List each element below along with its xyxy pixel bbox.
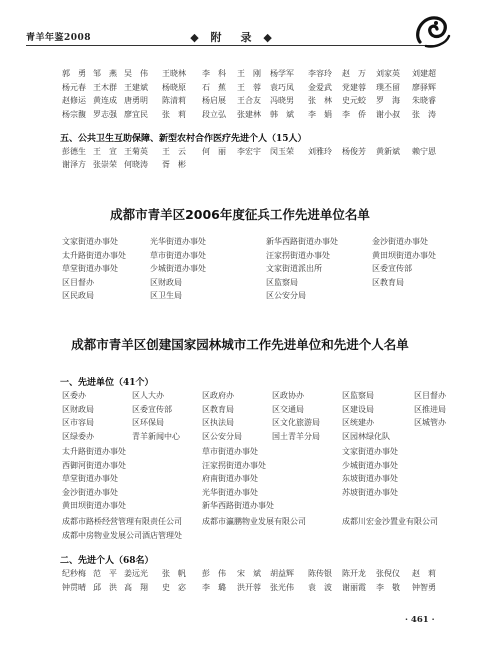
person-name: 杨俊芳 — [342, 147, 366, 156]
yearbook-logo-icon — [412, 12, 452, 50]
unit-name: 区市容局 — [62, 418, 94, 427]
person-name: 王木群 — [93, 82, 117, 92]
person-name: 璞丕留 — [376, 82, 400, 92]
unit-name: 区推进局 — [414, 404, 446, 414]
person-name: 廖驿辉 — [412, 82, 436, 92]
person-name: 刘建超 — [412, 69, 436, 78]
unit-name: 金沙街道办事处 — [372, 237, 428, 246]
unit-name: 区委宣传部 — [132, 404, 172, 414]
unit-name: 区教育局 — [202, 404, 234, 414]
person-name: 张建林 — [237, 109, 261, 119]
person-name: 王 云 — [162, 147, 186, 156]
person-name: 石 蕉 — [202, 82, 226, 92]
unit-name: 区公安分局 — [202, 431, 242, 441]
unit-name: 国土青羊分局 — [272, 431, 320, 441]
person-name: 张 帆 — [162, 569, 186, 578]
unit-name: 草市街道办事处 — [202, 447, 258, 456]
book-title: 青羊年鉴2008 — [26, 33, 92, 43]
unit-name: 东坡街道办事处 — [342, 474, 398, 483]
person-name: 杨宗馥 — [62, 109, 86, 119]
unit-name: 成都中房物业发展公司酒店管理处 — [62, 530, 182, 540]
unit-name: 文家街道办事处 — [62, 237, 118, 246]
person-name: 史元蛟 — [342, 96, 366, 105]
unit-name: 区文化旅游局 — [272, 418, 320, 427]
person-name: 王 刚 — [237, 69, 261, 78]
person-name: 姜远光 — [124, 569, 148, 578]
person-name: 史 宓 — [162, 582, 186, 592]
individuals-heading: 二、先进个人（68名） — [60, 556, 154, 566]
unit-name: 少城街道办事处 — [150, 264, 206, 273]
unit-name: 金沙街道办事处 — [62, 487, 118, 497]
person-name: 党建蓉 — [342, 82, 366, 92]
unit-name: 成都市路桥经营管理有限责任公司 — [62, 517, 182, 526]
unit-name: 府南街道办事处 — [202, 474, 258, 483]
person-name: 王 蓉 — [237, 82, 261, 92]
person-name: 张 涛 — [412, 109, 436, 119]
unit-name: 区政府办 — [202, 391, 234, 400]
person-name: 郭 勇 — [62, 69, 86, 78]
unit-name: 新华西路街道办事处 — [202, 501, 274, 510]
person-name: 袁巧凤 — [270, 82, 294, 92]
unit-name: 草堂街道办事处 — [62, 474, 118, 483]
person-name: 段立弘 — [202, 109, 226, 119]
person-name: 赵 万 — [342, 69, 366, 78]
unit-name: 区民政局 — [62, 291, 94, 300]
unit-name: 西御河街道办事处 — [62, 460, 126, 470]
unit-name: 草堂街道办事处 — [62, 264, 118, 273]
person-name: 张光伟 — [270, 582, 294, 592]
unit-name: 区监察局 — [342, 391, 374, 400]
person-name: 罗志强 — [93, 109, 117, 119]
person-name: 洪开蓉 — [237, 582, 261, 592]
page-header — [26, 28, 440, 46]
person-name: 范 平 — [93, 569, 117, 578]
unit-name: 青羊新闻中心 — [132, 431, 180, 441]
header-rule — [26, 45, 440, 46]
person-name: 钟智勇 — [412, 582, 436, 592]
unit-name: 区委办 — [62, 391, 86, 400]
unit-name: 区统建办 — [342, 418, 374, 427]
section-title: ◆ 附 录 ◆ — [190, 31, 276, 44]
person-name: 赵 莉 — [412, 569, 436, 578]
person-name: 唐勇明 — [124, 96, 148, 105]
person-name: 钟贯晴 — [62, 582, 86, 592]
person-name: 刘家英 — [376, 69, 400, 78]
person-name: 陈传银 — [308, 569, 332, 578]
unit-name: 区政协办 — [272, 391, 304, 400]
person-name: 高 翔 — [124, 582, 148, 592]
person-name: 李宏宇 — [237, 147, 261, 156]
person-name: 张崇荣 — [93, 160, 117, 169]
person-name: 闵玉荣 — [270, 147, 294, 156]
person-name: 黄连成 — [93, 96, 117, 105]
person-name: 王 宣 — [93, 147, 117, 156]
unit-name: 区执法局 — [202, 418, 234, 427]
unit-name: 区目督办 — [414, 391, 446, 400]
person-name: 李容玲 — [308, 69, 332, 78]
person-name: 杨学军 — [270, 69, 294, 78]
unit-name: 光华街道办事处 — [202, 487, 258, 497]
person-name: 谢小叔 — [376, 109, 400, 119]
person-name: 胡益辉 — [270, 569, 294, 578]
person-name: 金爱武 — [308, 82, 332, 92]
person-name: 张倪仪 — [376, 569, 400, 578]
unit-name: 区委宣传部 — [372, 264, 412, 273]
conscription-title: 成都市青羊区2006年度征兵工作先进单位名单 — [110, 207, 370, 222]
unit-name: 太升路街道办事处 — [62, 250, 126, 260]
person-name: 李 娟 — [308, 109, 332, 119]
unit-name: 区公安分局 — [266, 291, 306, 300]
person-name: 邹 燕 — [93, 69, 117, 78]
person-name: 杨启展 — [202, 96, 226, 105]
person-name: 李 璐 — [202, 582, 226, 592]
person-name: 胥 彬 — [162, 160, 186, 169]
person-name: 彭 伟 — [202, 569, 226, 578]
person-name: 冯晓男 — [270, 96, 294, 105]
person-name: 李 侨 — [342, 109, 366, 119]
units-heading: 一、先进单位（41个） — [60, 378, 154, 388]
unit-name: 区财政局 — [62, 404, 94, 414]
person-name: 吴 伟 — [124, 69, 148, 78]
person-name: 赵修运 — [62, 96, 86, 105]
unit-name: 苏坡街道办事处 — [342, 487, 398, 497]
unit-name: 区环保局 — [132, 418, 164, 427]
section5-heading: 五、公共卫生互助保障、新型农村合作医疗先进个人（15人） — [60, 134, 307, 144]
person-name: 张 莉 — [162, 109, 186, 119]
person-name: 谢丽霞 — [342, 582, 366, 592]
person-name: 李 科 — [202, 69, 226, 78]
unit-name: 区人大办 — [132, 391, 164, 400]
person-name: 杨晓原 — [162, 82, 186, 92]
unit-name: 成都市瀛鹏物业发展有限公司 — [202, 517, 306, 526]
person-name: 王合友 — [237, 96, 261, 105]
unit-name: 区财政局 — [150, 277, 182, 287]
person-name: 陈清莉 — [162, 96, 186, 105]
person-name: 王菊英 — [124, 147, 148, 156]
person-name: 廖宜民 — [124, 109, 148, 119]
person-name: 罗 海 — [376, 96, 400, 105]
unit-name: 文家街道派出所 — [266, 264, 322, 273]
unit-name: 黄田坝街道办事处 — [372, 250, 436, 260]
unit-name: 区园林绿化队 — [342, 431, 390, 441]
person-name: 何晓涛 — [124, 160, 148, 169]
person-name: 黄新斌 — [376, 147, 400, 156]
unit-name: 区教育局 — [372, 277, 404, 287]
unit-name: 区卫生局 — [150, 291, 182, 300]
unit-name: 成都川宏金沙置业有限公司 — [342, 517, 438, 526]
person-name: 刘雅玲 — [308, 147, 332, 156]
unit-name: 汪家拐街道办事处 — [202, 460, 266, 470]
person-name: 赖宁恩 — [412, 147, 436, 156]
unit-name: 区城管办 — [414, 418, 446, 427]
unit-name: 区建设局 — [342, 404, 374, 414]
unit-name: 少城街道办事处 — [342, 460, 398, 470]
person-name: 杨元春 — [62, 82, 86, 92]
person-name: 陈开龙 — [342, 569, 366, 578]
person-name: 彭德生 — [62, 147, 86, 156]
page-number: · 461 · — [405, 615, 435, 625]
person-name: 王建斌 — [124, 82, 148, 92]
garden-city-title: 成都市青羊区创建国家园林城市工作先进单位和先进个人名单 — [71, 337, 409, 352]
person-name: 王晓林 — [162, 69, 186, 78]
person-name: 张 林 — [308, 96, 332, 105]
unit-name: 太升路街道办事处 — [62, 447, 126, 456]
unit-name: 新华西路街道办事处 — [266, 237, 338, 246]
unit-name: 光华街道办事处 — [150, 237, 206, 246]
person-name: 李 敬 — [376, 582, 400, 592]
person-name: 袁 波 — [308, 582, 332, 592]
unit-name: 文家街道办事处 — [342, 447, 398, 456]
person-name: 朱晓睿 — [412, 96, 436, 105]
unit-name: 区目督办 — [62, 277, 94, 287]
person-name: 纪秒梅 — [62, 569, 86, 578]
person-name: 宋 斌 — [237, 569, 261, 578]
person-name: 何 丽 — [202, 147, 226, 156]
unit-name: 区交通局 — [272, 404, 304, 414]
unit-name: 黄田坝街道办事处 — [62, 501, 126, 510]
person-name: 邱 洪 — [93, 582, 117, 592]
unit-name: 区绿委办 — [62, 431, 94, 441]
unit-name: 区监察局 — [266, 277, 298, 287]
unit-name: 草市街道办事处 — [150, 250, 206, 260]
unit-name: 汪家拐街道办事处 — [266, 250, 330, 260]
person-name: 谢泽方 — [62, 160, 86, 169]
person-name: 韩 斌 — [270, 109, 294, 119]
